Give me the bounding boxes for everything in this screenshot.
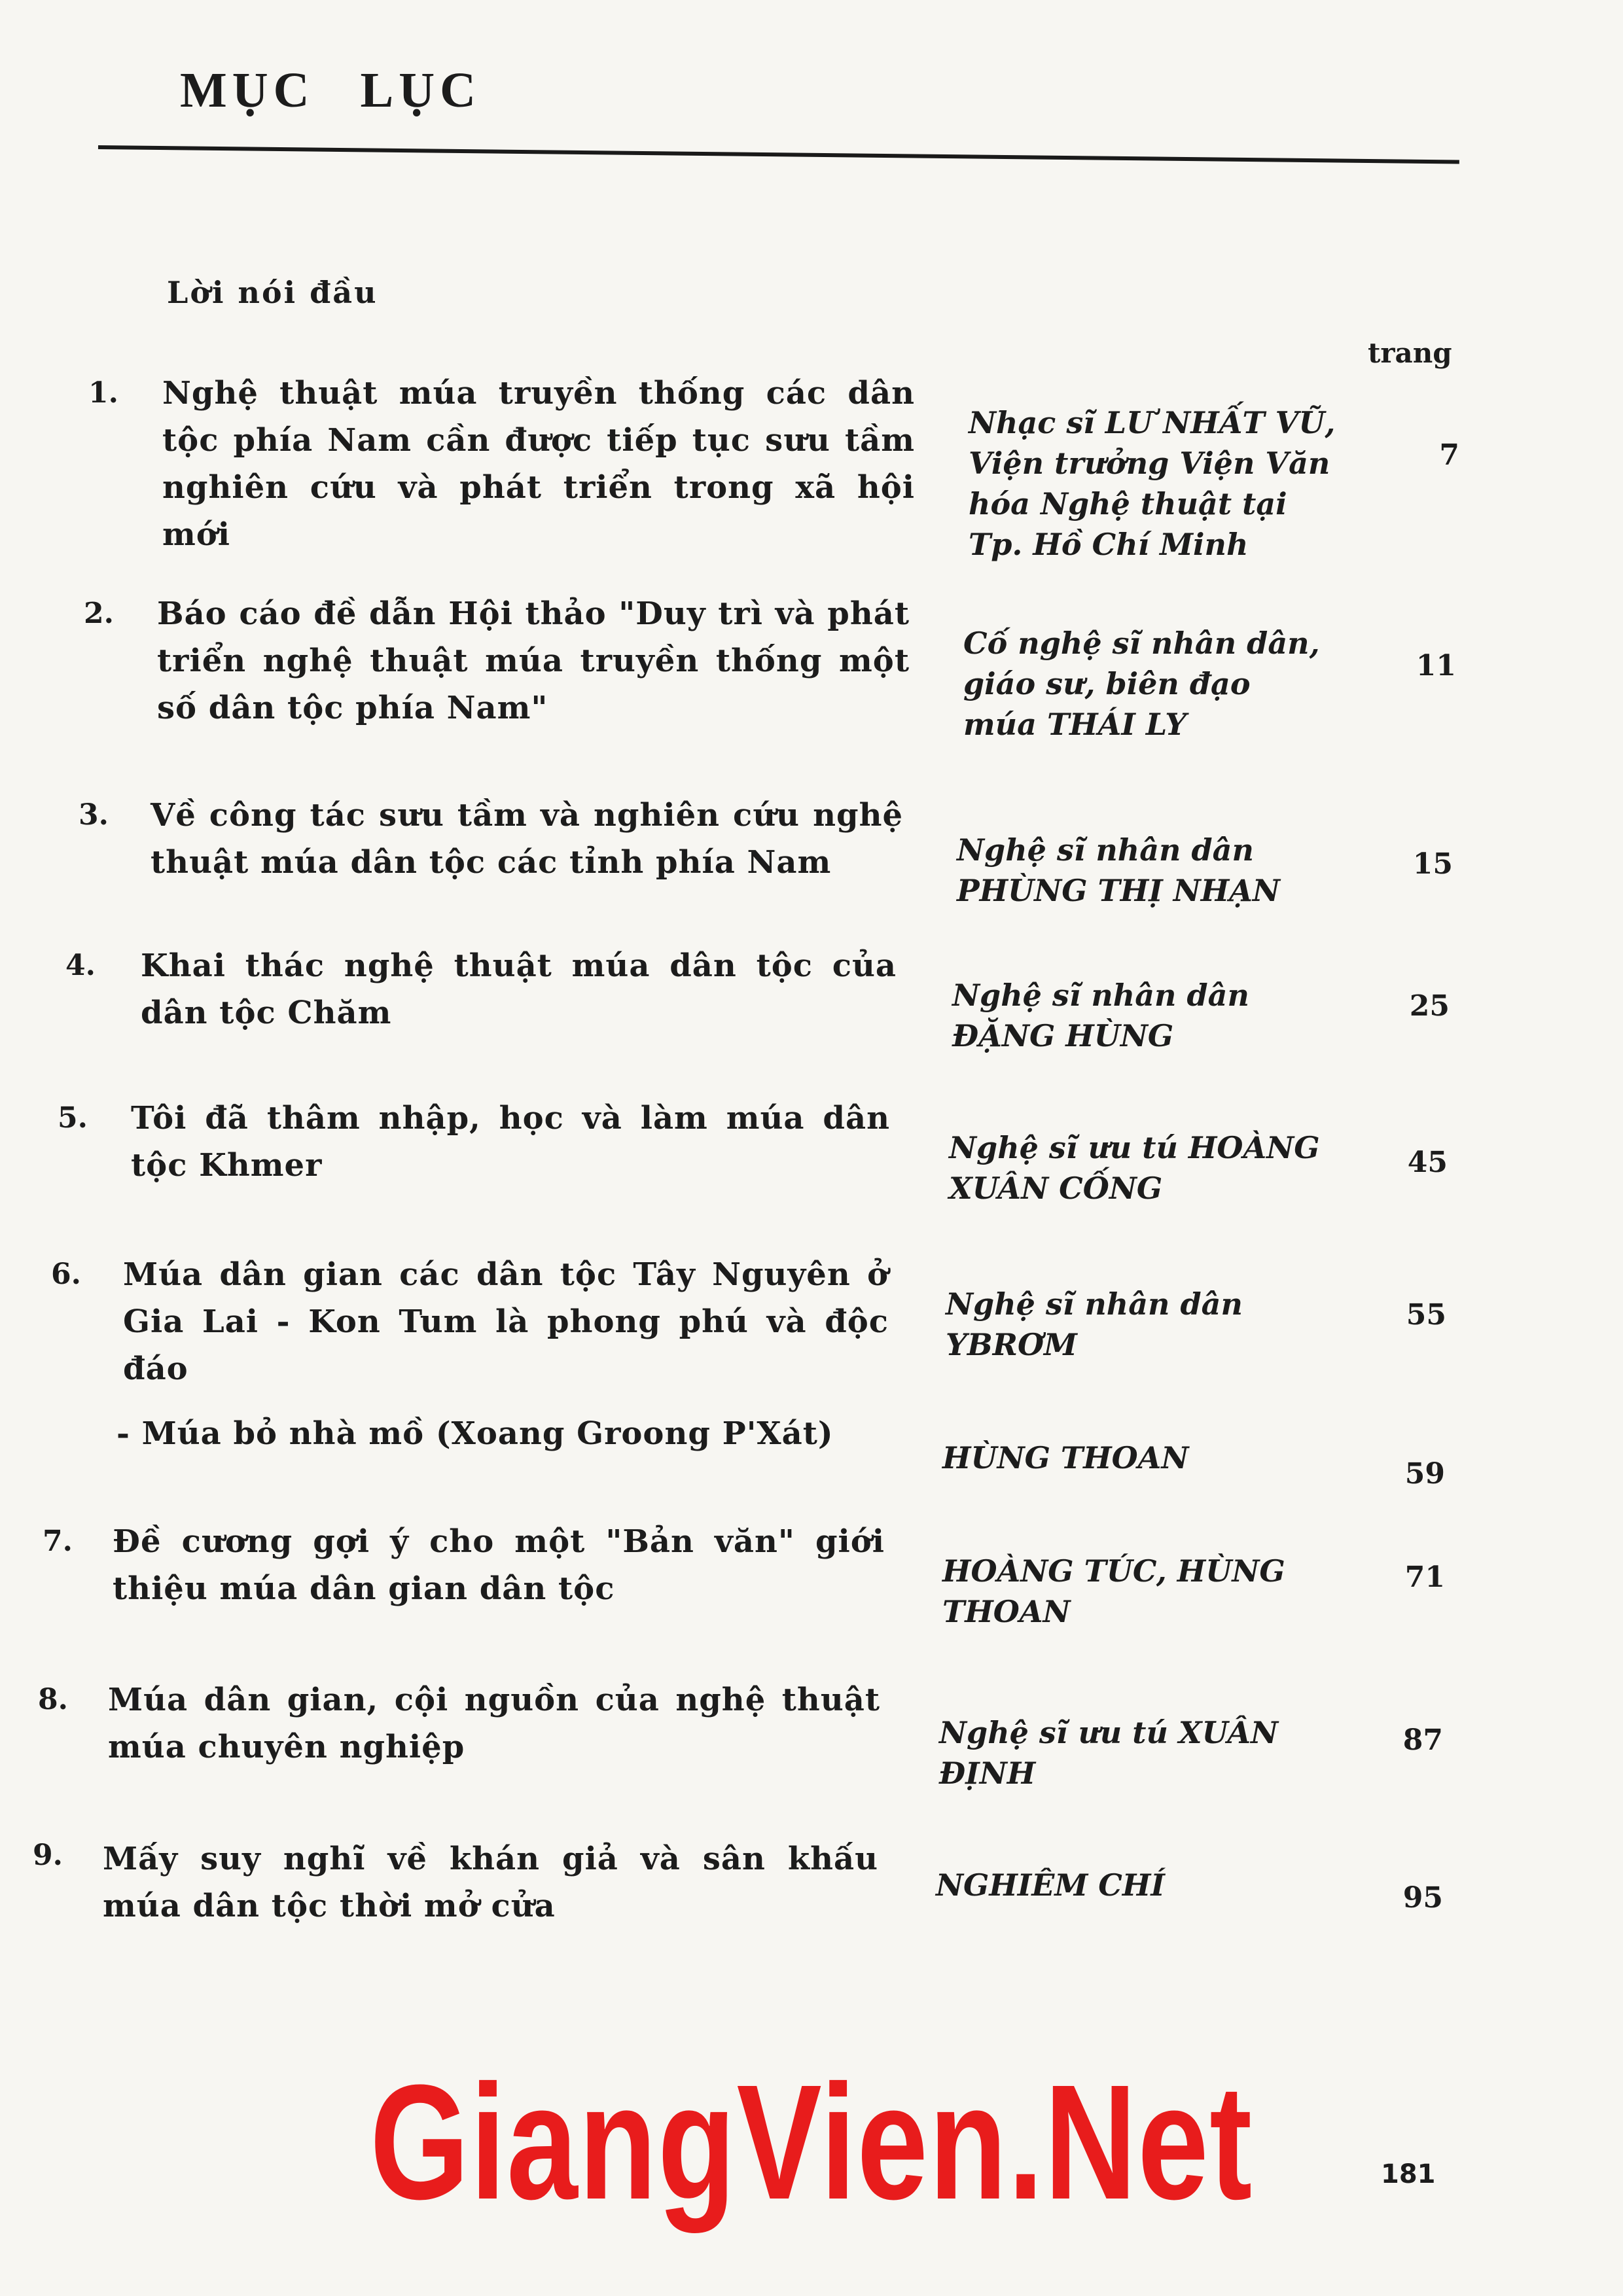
entry-author: HOÀNG TÚC, HÙNG THOAN: [942, 1553, 1285, 1629]
page-title: [180, 62, 527, 119]
title-word-2: LỤC: [360, 63, 481, 118]
title-word-1: MỤC: [180, 63, 315, 118]
entry-author: Nghệ sĩ ưu tú HOÀNG XUÂN CỐNG: [949, 1130, 1320, 1206]
entry-number: 2.: [84, 597, 114, 630]
entry-author: Nghệ sĩ nhân dân PHÙNG THỊ NHẠN: [957, 832, 1280, 908]
entry-page: 25: [1409, 989, 1450, 1023]
entry-author: Nhạc sĩ LƯ NHẤT VŨ, Viện trưởng Viện Văn hóa Nghệ thuật tại Tp. Hồ Chí Minh: [969, 405, 1336, 562]
entry-page: 45: [1407, 1146, 1448, 1179]
entry-number: 6.: [51, 1258, 81, 1291]
entry-title: Về công tác sưu tầm và nghiên cứu nghệ thuật múa dân tộc các tỉnh phía Nam: [151, 797, 903, 881]
watermark: GiangVien.Net: [370, 2051, 1253, 2233]
entry-page: 59: [1404, 1457, 1445, 1491]
entry-number: 4.: [65, 949, 96, 982]
entry-author: Nghệ sĩ nhân dân YBRƠM: [946, 1286, 1243, 1362]
entry-number: 3.: [79, 798, 109, 832]
intro-entry: Lời nói đầu: [167, 275, 378, 310]
entry-title: Khai thác nghệ thuật múa dân tộc của dân tộc Chăm: [141, 947, 897, 1031]
entry-number: 9.: [33, 1839, 63, 1872]
entry-title: Mấy suy nghĩ về khán giả và sân khấu múa dân tộc thời mở cửa: [103, 1841, 878, 1924]
entry-author: NGHIÊM CHÍ: [936, 1867, 1165, 1903]
entry-page: 11: [1416, 649, 1456, 682]
entry-page: 95: [1402, 1881, 1443, 1915]
entry-number: 7.: [43, 1525, 73, 1558]
entry-number: 5.: [58, 1101, 88, 1135]
entry-title: Đề cương gợi ý cho một "Bản văn" giới thiệu múa dân gian dân tộc: [113, 1523, 885, 1607]
entry-page: 87: [1402, 1723, 1443, 1757]
entry-author: Nghệ sĩ ưu tú XUÂN ĐỊNH: [939, 1715, 1279, 1791]
entry-author: Nghệ sĩ nhân dân ĐẶNG HÙNG: [952, 978, 1249, 1053]
page-column-label: trang: [1368, 337, 1452, 369]
title-rule: [98, 145, 1459, 164]
entry-page: 15: [1412, 847, 1453, 881]
entry-title: Múa dân gian, cội nguồn của nghệ thuật múa chuyên nghiệp: [108, 1682, 880, 1765]
entry-page: 7: [1439, 438, 1459, 472]
entry-author: HÙNG THOAN: [942, 1440, 1189, 1475]
entry-page: 71: [1404, 1561, 1445, 1594]
entry-title: Nghệ thuật múa truyền thống các dân tộc phía Nam cần được tiếp tục sưu tầm nghiên cứu và phát triển trong xã hội mới: [162, 375, 915, 553]
entry-number: 1.: [88, 376, 118, 410]
entry-title: Báo cáo đề dẫn Hội thảo "Duy trì và phát triển nghệ thuật múa truyền thống một số dân tộc phía Nam": [157, 595, 910, 726]
page-number: 181: [1381, 2159, 1436, 2189]
entry-title: Tôi đã thâm nhập, học và làm múa dân tộc Khmer: [131, 1100, 890, 1184]
entry-number: 8.: [38, 1683, 68, 1716]
entry-title: Múa dân gian các dân tộc Tây Nguyên ở Gia Lai - Kon Tum là phong phú và độc đáo: [123, 1256, 889, 1387]
entry-author: Cố nghệ sĩ nhân dân, giáo sư, biên đạo múa THÁI LY: [963, 626, 1320, 742]
entry-title: - Múa bỏ nhà mồ (Xoang Groong P'Xát): [116, 1415, 834, 1452]
entry-page: 55: [1406, 1298, 1446, 1332]
